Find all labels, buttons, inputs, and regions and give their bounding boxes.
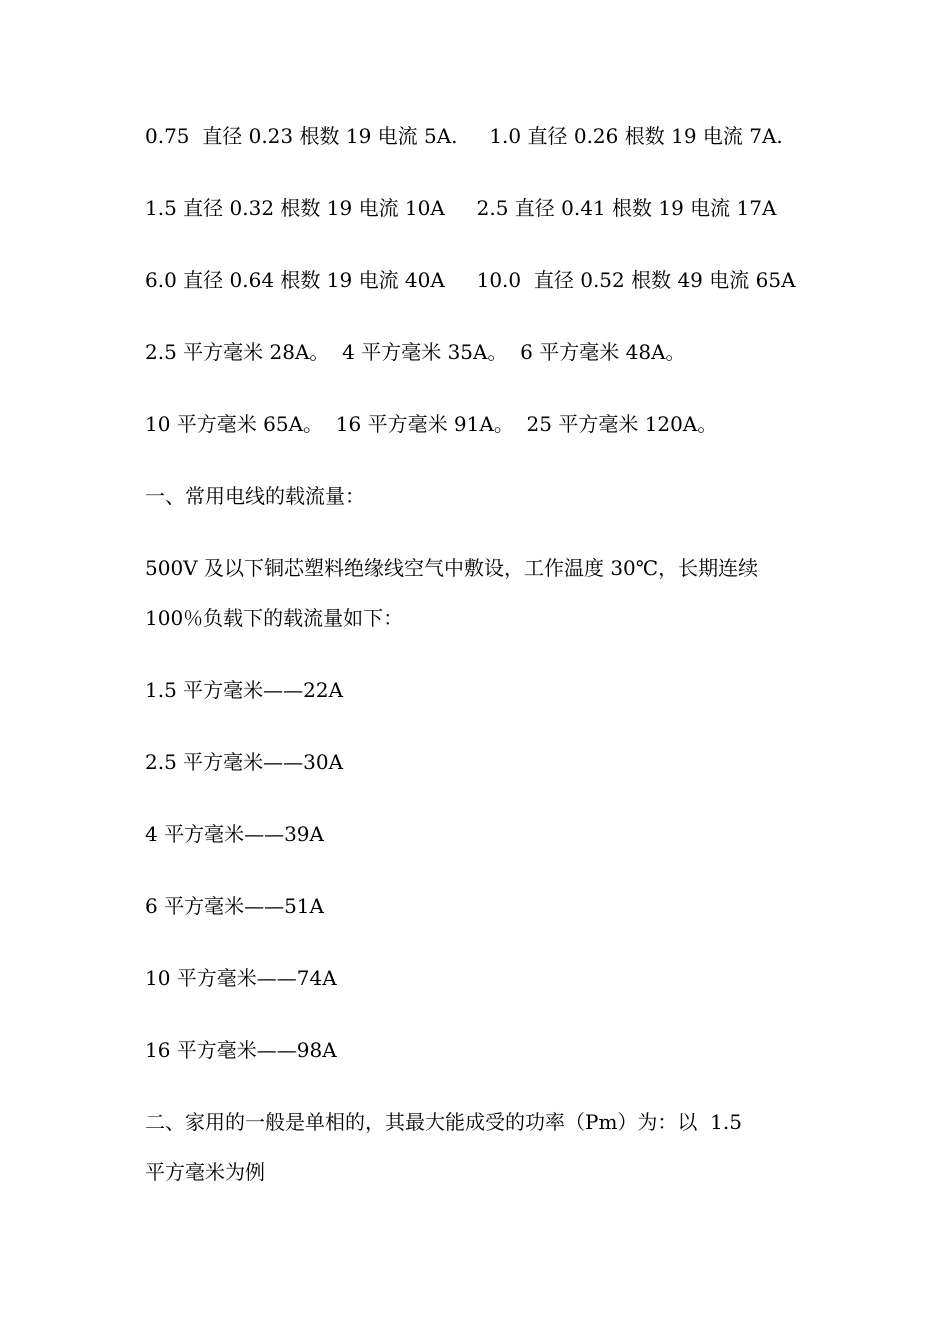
ampacity-item-4: 4 平方毫米——39A	[145, 822, 324, 846]
text-line-wire-spec-6-0-and-10-0: 6.0 直径 0.64 根数 19 电流 40A 10.0 直径 0.52 根数 49 电流 65A	[145, 268, 796, 292]
text-line-wire-spec-1-5-and-2-5: 1.5 直径 0.32 根数 19 电流 10A 2.5 直径 0.41 根数 19 电流 17A	[145, 196, 777, 220]
paragraph-ampacity-conditions-line-1: 500V 及以下铜芯塑料绝缘线空气中敷设，工作温度 30℃，长期连续	[145, 556, 759, 580]
section-heading-household-power-line-2: 平方毫米为例	[145, 1160, 265, 1184]
ampacity-item-1-5: 1.5 平方毫米——22A	[145, 678, 344, 702]
ampacity-item-6: 6 平方毫米——51A	[145, 894, 324, 918]
section-heading-common-wire-ampacity: 一、常用电线的载流量：	[145, 484, 365, 508]
text-line-area-current-2-5-4-6: 2.5 平方毫米 28A。 4 平方毫米 35A。 6 平方毫米 48A。	[145, 340, 686, 364]
ampacity-item-10: 10 平方毫米——74A	[145, 966, 337, 990]
text-line-wire-spec-0-75-and-1-0: 0.75 直径 0.23 根数 19 电流 5A. 1.0 直径 0.26 根数 19 电流 7A.	[145, 124, 783, 148]
paragraph-ampacity-conditions-line-2: 100％负载下的载流量如下：	[145, 606, 404, 630]
section-heading-household-power-line-1: 二、家用的一般是单相的，其最大能成受的功率（Pm）为：以 1.5	[145, 1110, 742, 1134]
ampacity-item-2-5: 2.5 平方毫米——30A	[145, 750, 344, 774]
text-line-area-current-10-16-25: 10 平方毫米 65A。 16 平方毫米 91A。 25 平方毫米 120A。	[145, 412, 718, 436]
ampacity-item-16: 16 平方毫米——98A	[145, 1038, 337, 1062]
